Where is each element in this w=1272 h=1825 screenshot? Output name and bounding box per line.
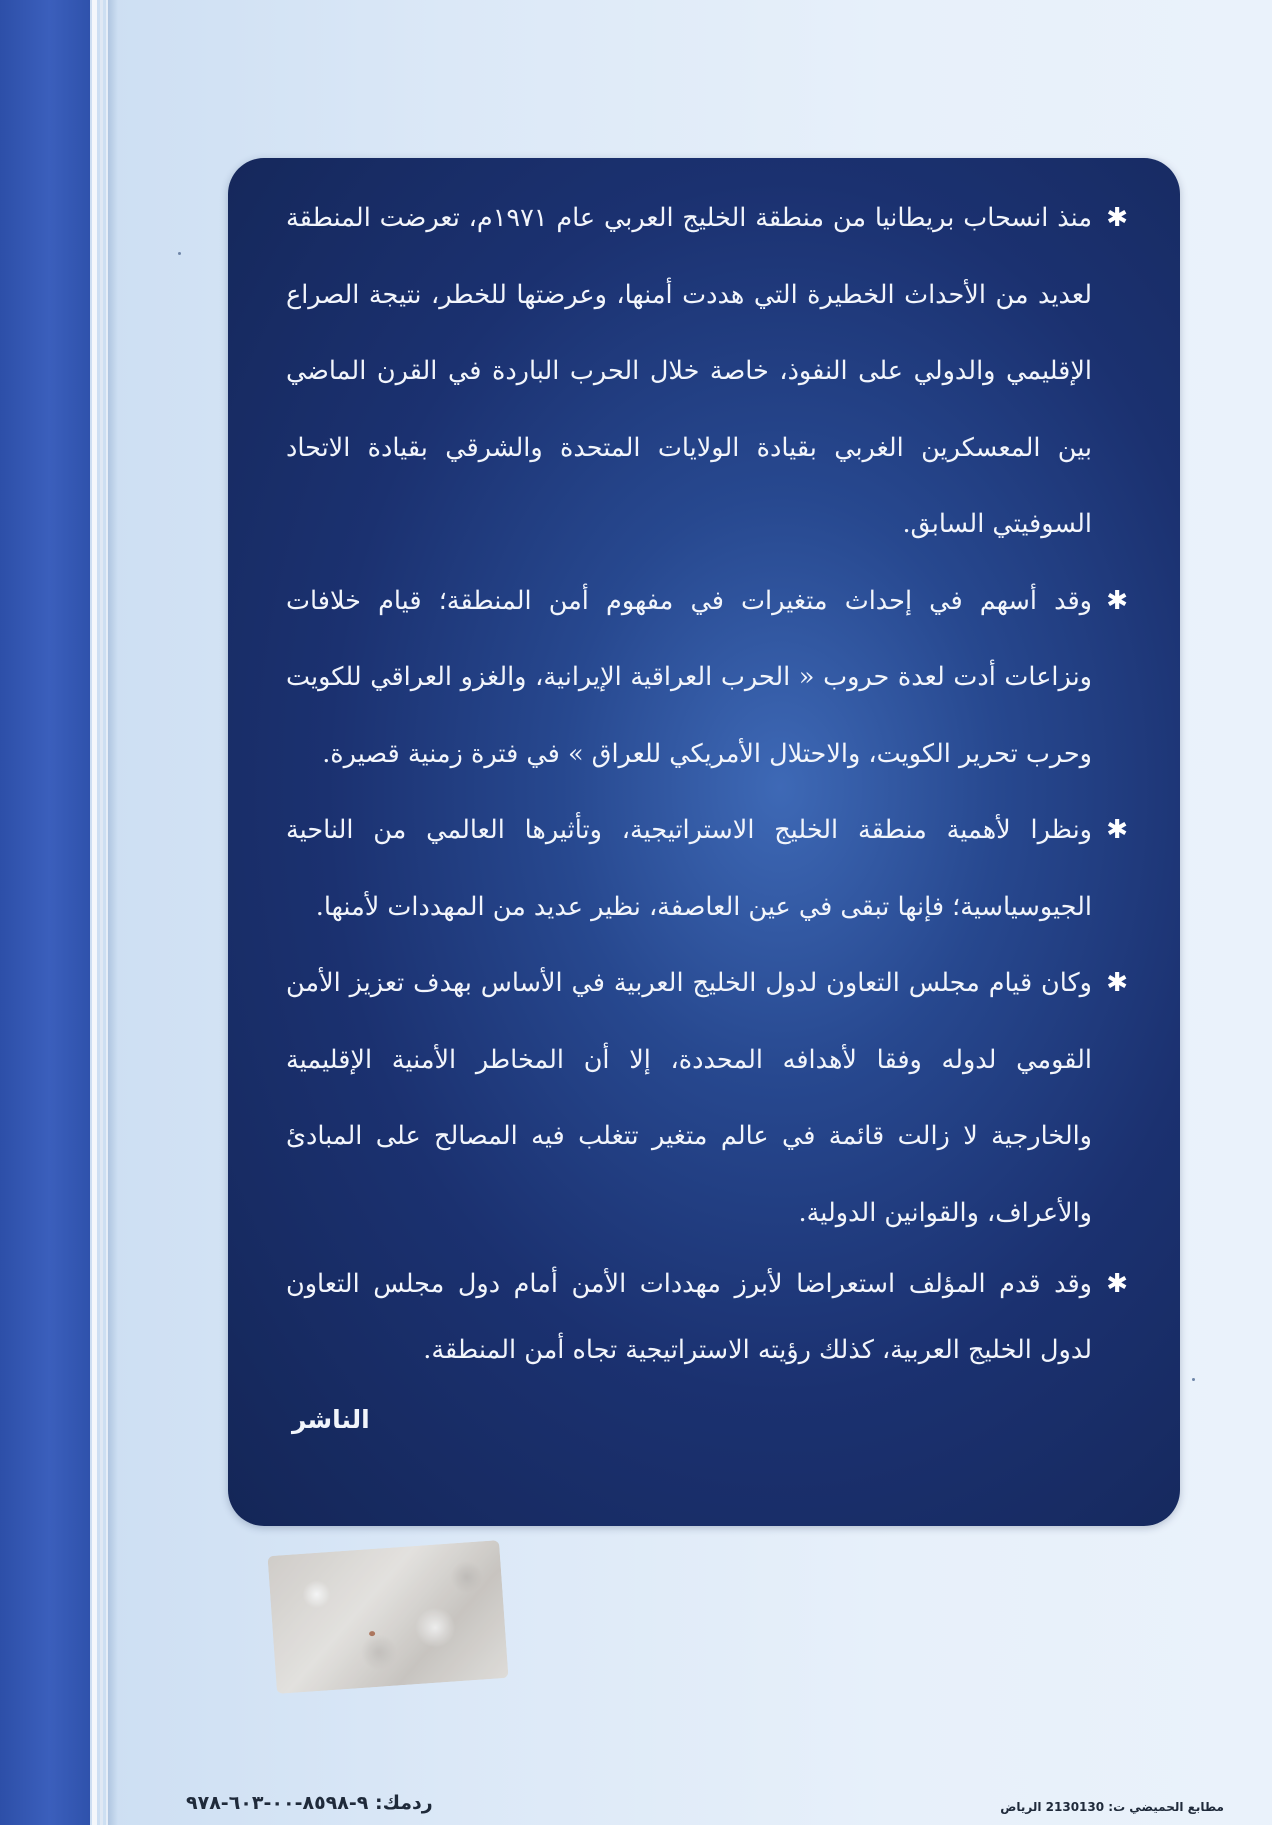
spine-shadow xyxy=(108,0,118,1825)
blurb-bullet xyxy=(286,945,1128,1251)
publisher-signature xyxy=(286,1405,1128,1434)
print-speck xyxy=(178,252,181,255)
blurb-paragraph: وكان قيام مجلس التعاون لدول الخليج العربية في الأساس بهدف تعزيز الأمن القومي لدوله وفقا لأهدافه المحددة، إلا أن المخاطر الأمنية الإقليمية والخارجية لا زالت قائمة في عالم متغير تتغلب فيه المصالح على المبادئ والأعراف، والقوانين الدولية. xyxy=(286,968,1092,1228)
book-spine xyxy=(0,0,90,1825)
printer-credit: مطابع الحميضي ت: 2130130 الرياض xyxy=(1000,1800,1224,1814)
blurb-paragraph: منذ انسحاب بريطانيا من منطقة الخليج العربي عام ١٩٧١م، تعرضت المنطقة لعديد من الأحداث الخطيرة التي هددت أمنها، وعرضتها للخطر، نتيجة الصراع الإقليمي والدولي على النفوذ، خاصة خلال الحرب الباردة في القرن الماضي بين المعسكرين الغربي بقيادة الولايات المتحدة والشرقي بقيادة الاتحاد السوفيتي السابق. xyxy=(286,203,1092,539)
blurb-bullet xyxy=(286,1251,1128,1383)
print-speck xyxy=(1192,1378,1195,1381)
blurb-panel xyxy=(228,158,1180,1526)
blurb-paragraph: وقد قدم المؤلف استعراضا لأبرز مهددات الأمن أمام دول مجلس التعاون لدول الخليج العربية، كذلك رؤيته الاستراتيجية تجاه أمن المنطقة. xyxy=(286,1269,1092,1365)
isbn-line xyxy=(186,1792,433,1814)
star-bullet-icon: ✱ xyxy=(1106,815,1128,845)
star-bullet-icon: ✱ xyxy=(1106,968,1128,998)
price-sticker-residue xyxy=(267,1540,508,1694)
spine-rule xyxy=(100,0,103,1825)
blurb-paragraph: وقد أسهم في إحداث متغيرات في مفهوم أمن المنطقة؛ قيام خلافات ونزاعات أدت لعدة حروب « الحرب العراقية الإيرانية، والغزو العراقي للكويت وحرب تحرير الكويت، والاحتلال الأمريكي للعراق » في فترة زمنية قصيرة. xyxy=(286,585,1092,769)
spine-rule xyxy=(92,0,97,1825)
sticker-spot xyxy=(369,1631,375,1636)
publisher-label: الناشر xyxy=(292,1405,370,1434)
isbn-number: ٩-٨٥٩٨-٠٠-٦٠٣-٩٧٨ xyxy=(186,1792,369,1814)
star-bullet-icon: ✱ xyxy=(1106,1269,1128,1299)
blurb-bullet xyxy=(286,180,1128,563)
blurb-bullet xyxy=(286,792,1128,945)
blurb-paragraph: ونظرا لأهمية منطقة الخليج الاستراتيجية، وتأثيرها العالمي من الناحية الجيوسياسية؛ فإنها تبقى في عين العاصفة، نظير عديد من المهددات لأمنها. xyxy=(286,815,1092,922)
blurb-bullet xyxy=(286,563,1128,793)
star-bullet-icon: ✱ xyxy=(1106,203,1128,233)
star-bullet-icon: ✱ xyxy=(1106,585,1128,616)
isbn-label: ردمك: xyxy=(374,1792,433,1814)
